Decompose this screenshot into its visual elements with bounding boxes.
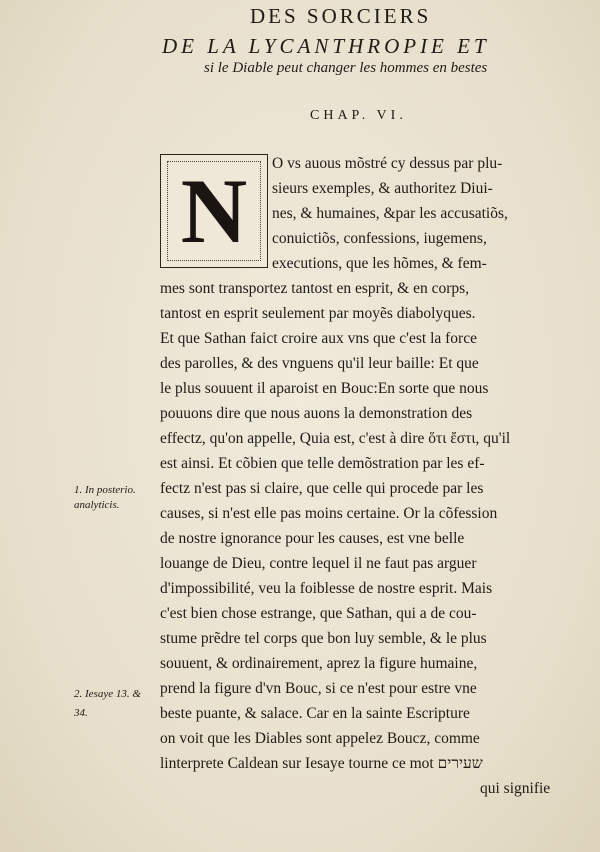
body-line: executions, que les hõmes, & fem- <box>272 255 487 272</box>
body-line: mes sont transportez tantost en esprit, & en corps, <box>160 280 470 297</box>
body-line: pouuons dire que nous auons la demonstration des <box>160 405 473 422</box>
body-line: Et que Sathan faict croire aux vns que c'est la force <box>160 330 477 347</box>
body-line: tantost en esprit seulement par moyẽs diabolyques. <box>160 305 476 322</box>
chapter-number: CHAP. VI. <box>310 108 407 123</box>
chapter-subtitle: si le Diable peut changer les hommes en bestes <box>204 60 488 76</box>
body-line: des parolles, & des vnguens qu'il leur baille: Et que <box>160 355 479 372</box>
body-line: prend la figure d'vn Bouc, si ce n'est pour estre vne <box>160 680 477 697</box>
chapter-title: DE LA LYCANTHROPIE ET <box>162 34 490 58</box>
body-line: O vs auous mõstré cy dessus par plu- <box>272 155 503 172</box>
body-line: qui signifie <box>480 780 551 797</box>
body-line: beste puante, & salace. Car en la sainte Escripture <box>160 705 470 722</box>
running-title: DES SORCIERS <box>250 4 432 28</box>
body-line: stume prẽdre tel corps que bon luy semble, & le plus <box>160 630 487 647</box>
margin-note: analyticis. <box>74 499 120 511</box>
margin-note: 1. In posterio. <box>74 484 136 496</box>
body-line: fectz n'est pas si claire, que celle qui procede par les <box>160 480 484 497</box>
decorated-initial <box>160 154 268 268</box>
body-line: linterprete Caldean sur Iesaye tourne ce mot שעירים <box>160 755 483 772</box>
body-line: est ainsi. Et cõbien que telle demõstration par les ef- <box>160 455 485 472</box>
body-line: sieurs exemples, & authoritez Diui- <box>272 180 493 197</box>
body-line: effectz, qu'on appelle, Quia est, c'est à dire ὅτι ἔστι, qu'il <box>160 430 511 447</box>
body-line: conuictiõs, confessions, iugemens, <box>272 230 487 247</box>
body-line: causes, si n'est elle pas moins certaine. Or la cõfession <box>160 505 498 522</box>
body-line: nes, & humaines, &par les accusatiõs, <box>272 205 508 222</box>
margin-note: 34. <box>74 707 88 719</box>
body-line: on voit que les Diables sont appelez Boucz, comme <box>160 730 480 747</box>
margin-note: 2. Iesaye 13. & <box>74 688 141 700</box>
initial-letter: N <box>180 160 248 262</box>
body-line: c'est bien chose estrange, que Sathan, qui a de cou- <box>160 605 477 622</box>
body-line: de nostre ignorance pour les causes, est vne belle <box>160 530 465 547</box>
body-line: louange de Dieu, contre lequel il ne faut pas arguer <box>160 555 477 572</box>
body-line: souuent, & ordinairement, aprez la figure humaine, <box>160 655 478 672</box>
body-line: d'impossibilité, veu la foiblesse de nostre esprit. Mais <box>160 580 493 597</box>
body-line: le plus souuent il aparoist en Bouc:En sorte que nous <box>160 380 489 397</box>
